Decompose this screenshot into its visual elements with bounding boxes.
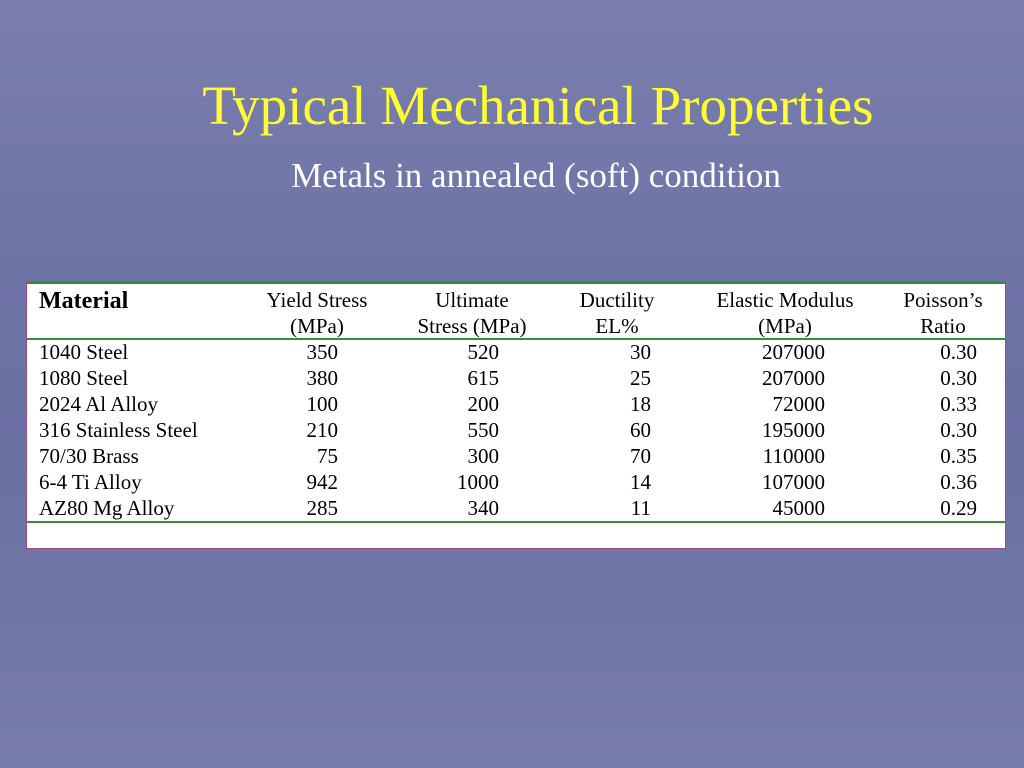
header-ductility (555, 287, 679, 339)
cell-ultimate-stress: 340 (467, 496, 499, 520)
table-row (27, 365, 1005, 391)
header-ultimate-stress (397, 287, 547, 339)
cell-ductility: 25 (630, 366, 651, 390)
cell-elastic-modulus: 195000 (762, 418, 825, 442)
cell-yield-stress: 75 (317, 444, 338, 468)
cell-ultimate-stress: 200 (467, 392, 499, 416)
cell-elastic-modulus: 45000 (772, 496, 825, 520)
table-row (27, 469, 1005, 495)
slide-subtitle: Metals in annealed (soft) condition (291, 156, 781, 195)
cell-elastic-modulus: 107000 (762, 470, 825, 494)
cell-elastic-modulus: 207000 (762, 366, 825, 390)
header-poisson-line1: Poisson’s (903, 288, 983, 312)
cell-yield-stress: 210 (306, 418, 338, 442)
cell-material: 1040 Steel (39, 340, 129, 364)
header-elastic-modulus (691, 287, 879, 339)
header-material: Material (39, 288, 129, 314)
cell-ductility: 14 (630, 470, 651, 494)
header-ductility-line2: EL% (595, 314, 639, 338)
cell-poissons-ratio: 0.30 (940, 418, 977, 442)
cell-yield-stress: 100 (306, 392, 338, 416)
header-ductility-line1: Ductility (579, 288, 655, 312)
cell-material: 6-4 Ti Alloy (39, 470, 142, 494)
cell-ultimate-stress: 300 (467, 444, 499, 468)
table-bottom-rule (27, 521, 1005, 523)
table-row (27, 339, 1005, 365)
slide-title: Typical Mechanical Properties (202, 75, 874, 136)
cell-elastic-modulus: 110000 (762, 444, 825, 468)
cell-material: AZ80 Mg Alloy (39, 496, 175, 520)
cell-poissons-ratio: 0.30 (940, 366, 977, 390)
header-poissons-ratio (885, 287, 1001, 339)
cell-material: 70/30 Brass (39, 444, 139, 468)
table-row (27, 391, 1005, 417)
cell-elastic-modulus: 207000 (762, 340, 825, 364)
cell-poissons-ratio: 0.36 (940, 470, 977, 494)
cell-poissons-ratio: 0.29 (940, 496, 977, 520)
header-poisson-line2: Ratio (920, 314, 966, 338)
cell-ductility: 30 (630, 340, 651, 364)
cell-ductility: 11 (630, 496, 651, 520)
cell-yield-stress: 380 (306, 366, 338, 390)
cell-elastic-modulus: 72000 (772, 392, 825, 416)
cell-material: 316 Stainless Steel (39, 418, 198, 442)
table-row (27, 495, 1005, 521)
header-yield-line2: (MPa) (290, 314, 344, 338)
header-yield-line1: Yield Stress (266, 288, 368, 312)
header-ultimate-line2: Stress (MPa) (417, 314, 527, 338)
header-modulus-line2: (MPa) (758, 314, 812, 338)
cell-ultimate-stress: 1000 (457, 470, 499, 494)
cell-ultimate-stress: 550 (467, 418, 499, 442)
header-yield-stress (249, 287, 385, 339)
table-top-rule (27, 282, 1005, 284)
cell-material: 1080 Steel (39, 366, 129, 390)
cell-yield-stress: 350 (306, 340, 338, 364)
cell-ultimate-stress: 520 (467, 340, 499, 364)
cell-material: 2024 Al Alloy (39, 392, 159, 416)
cell-ductility: 70 (630, 444, 651, 468)
properties-table (26, 281, 1006, 549)
table-row (27, 417, 1005, 443)
table-row (27, 443, 1005, 469)
cell-yield-stress: 285 (306, 496, 338, 520)
cell-ultimate-stress: 615 (467, 366, 499, 390)
header-modulus-line1: Elastic Modulus (716, 288, 854, 312)
cell-ductility: 60 (630, 418, 651, 442)
cell-yield-stress: 942 (306, 470, 338, 494)
cell-poissons-ratio: 0.33 (940, 392, 977, 416)
cell-poissons-ratio: 0.35 (940, 444, 977, 468)
cell-ductility: 18 (630, 392, 651, 416)
cell-poissons-ratio: 0.30 (940, 340, 977, 364)
header-ultimate-line1: Ultimate (435, 288, 509, 312)
